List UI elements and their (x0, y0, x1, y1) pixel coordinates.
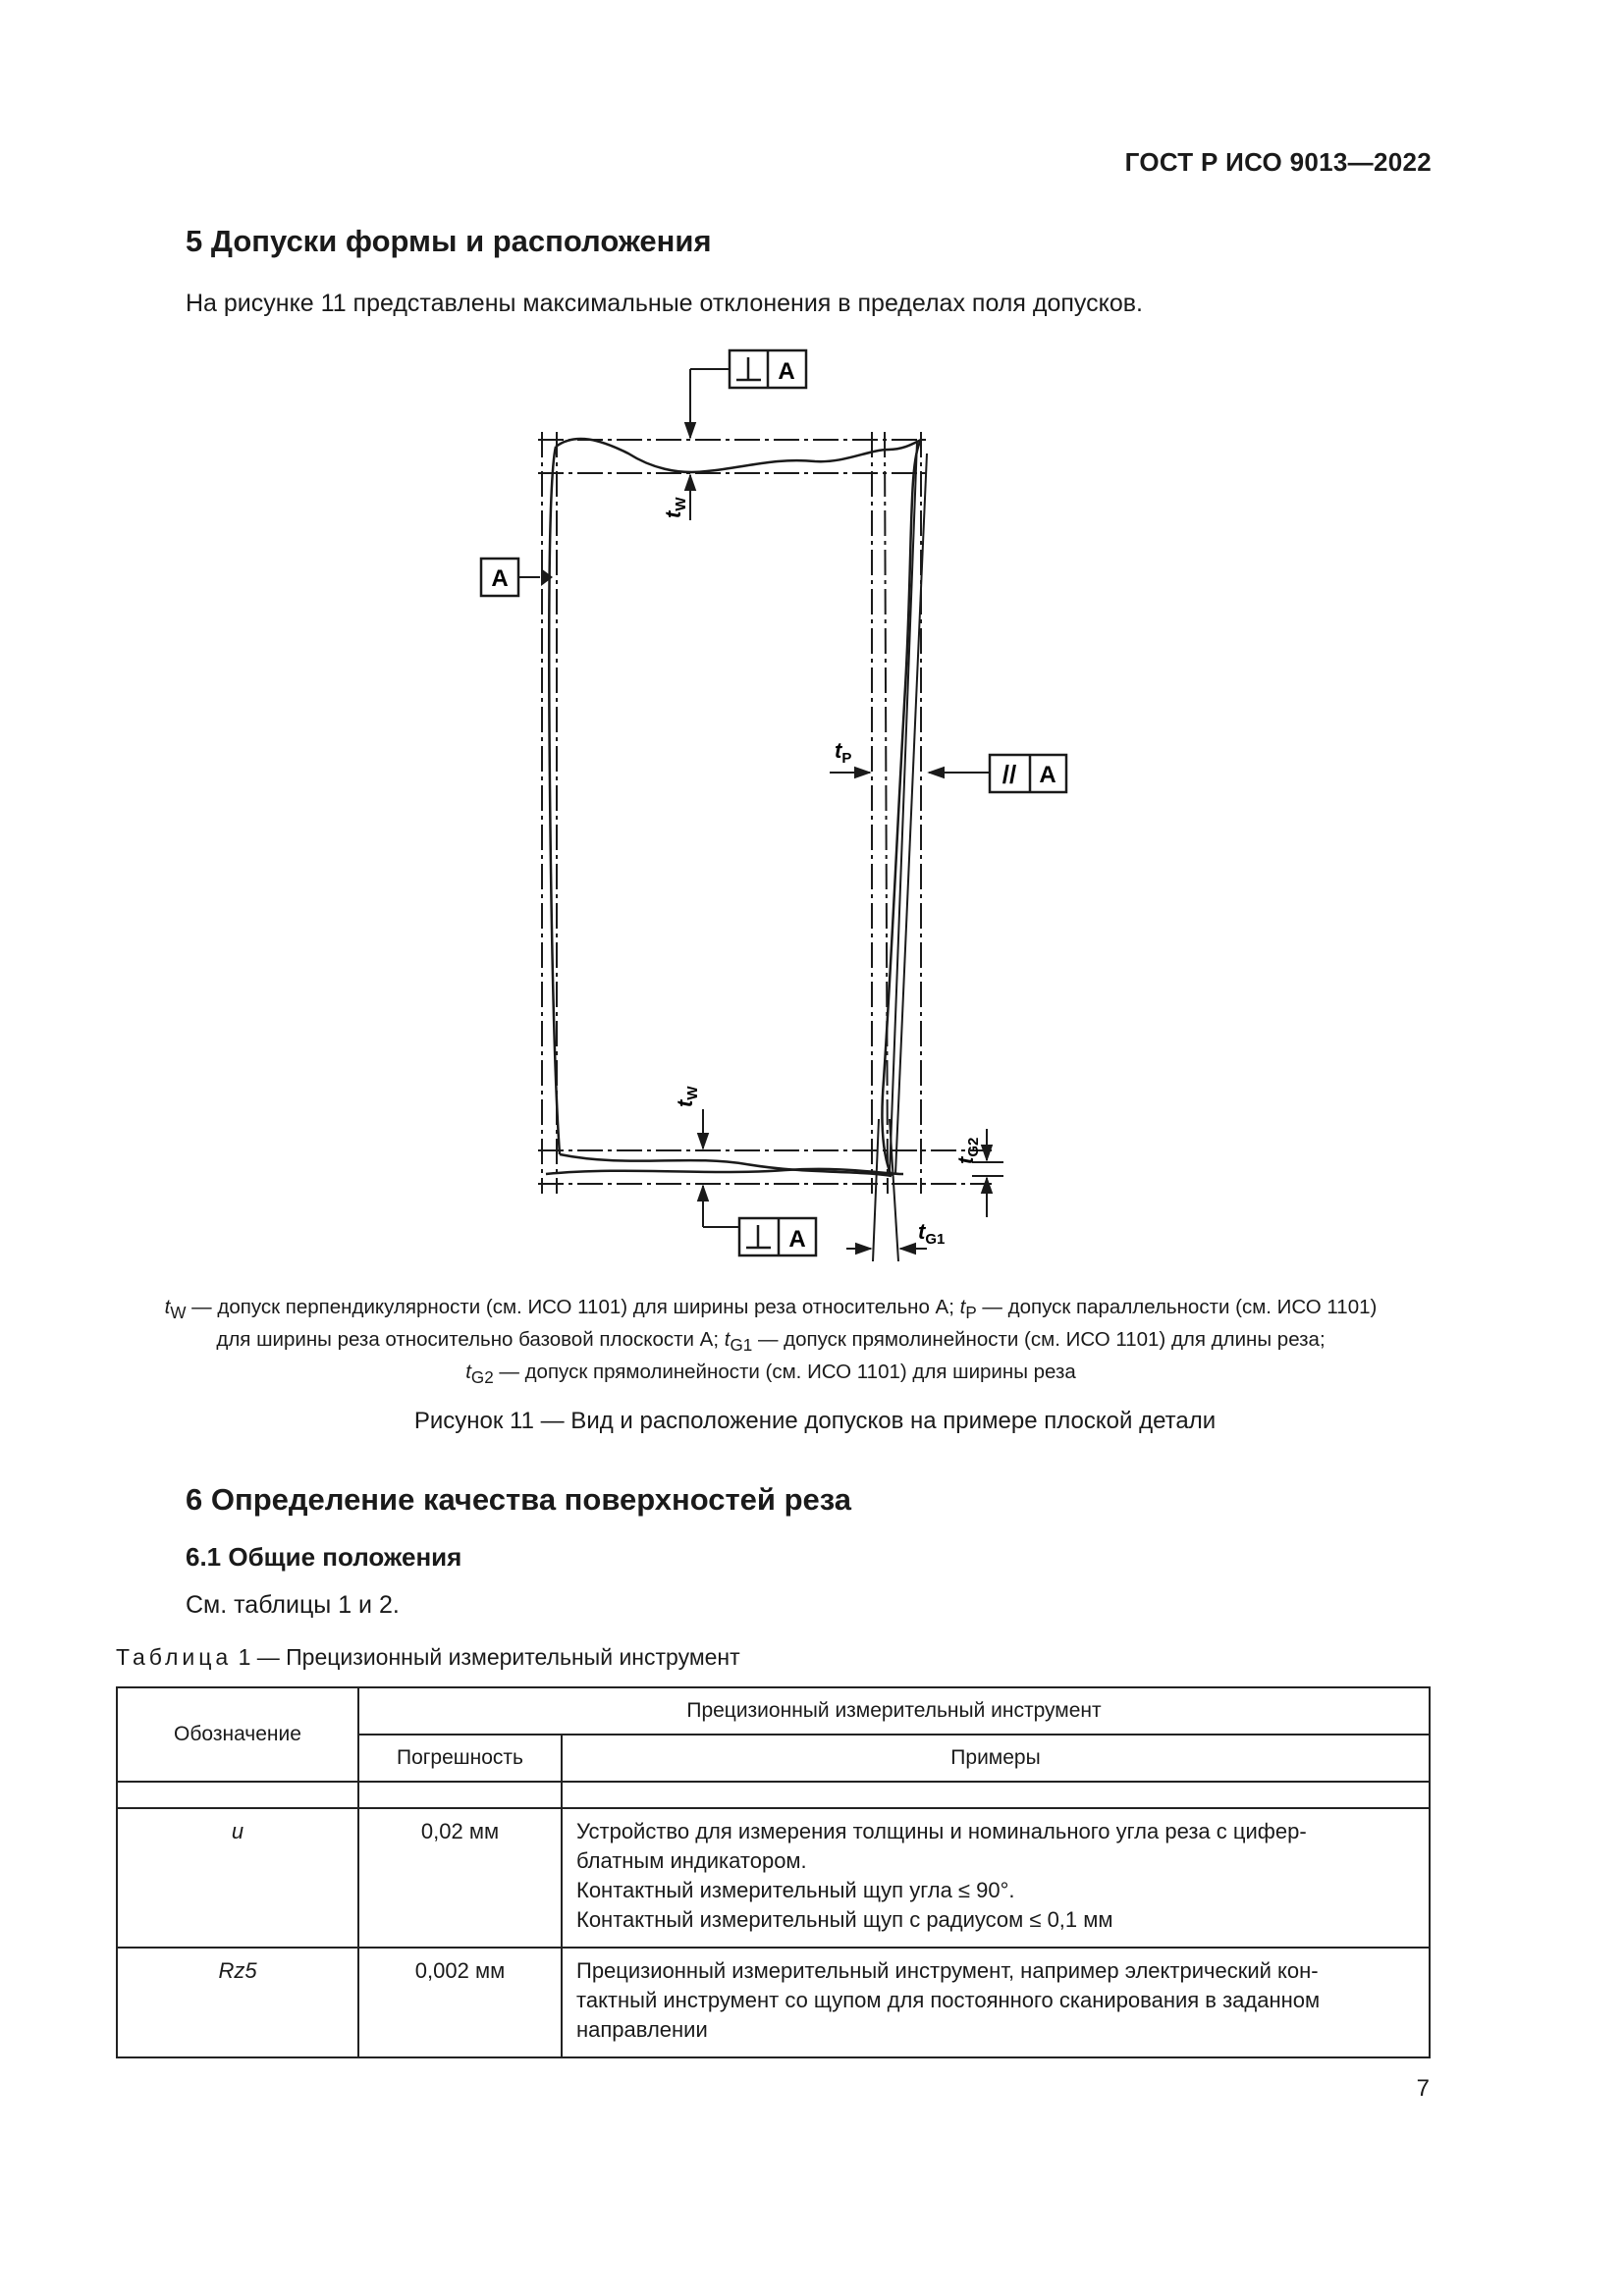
header-group: Прецизионный измерительный инструмент (358, 1687, 1430, 1735)
figure-caption: Рисунок 11 — Вид и расположение допусков на примере плоской детали (413, 1408, 1217, 1434)
svg-text:tW: $t_W$ (661, 497, 689, 518)
header-designation: Обозначение (117, 1687, 358, 1782)
section-6-title: 6 Определение качества поверхностей реза (186, 1482, 852, 1517)
cell-accuracy: 0,02 мм (358, 1808, 562, 1948)
parallelism-symbol: // (1001, 760, 1017, 789)
section-5-intro: На рисунке 11 представлены максимальные отклонения в пределах поля допусков. (186, 290, 1143, 317)
table-1-title: Таблица 1 — Прецизионный измерительный инструмент (116, 1644, 740, 1670)
perpendicularity-symbol-bottom (746, 1225, 771, 1248)
label-tp: $t_P$ (835, 738, 852, 767)
svg-text:tW: $t_W$ (673, 1086, 701, 1107)
table-row (117, 1948, 1430, 2057)
section-5-title: 5 Допуски формы и расположения (186, 224, 712, 258)
header-accuracy: Погрешность (358, 1735, 562, 1782)
svg-text:tG2: $t_{G2}$ (953, 1137, 982, 1164)
label-tg2 (953, 1138, 982, 1164)
cell-examples: Прецизионный измерительный инструмент, например электрический кон- тактный инструмент со щупом для постоянного сканирования в заданном направлении (562, 1948, 1430, 2057)
cell-examples: Устройство для измерения толщины и номинального угла реза с цифер- блатным индикатором. Контактный измерительный щуп угла ≤ 90°. Контактный измерительный щуп с радиусом ≤ 0,1 мм (562, 1808, 1430, 1948)
label-tg1: $t_{G1}$ (918, 1219, 946, 1248)
section-6-1-title: 6.1 Общие положения (186, 1542, 462, 1572)
label-tw-top (661, 497, 689, 518)
perpendicularity-symbol-top (736, 357, 761, 380)
cell-code: u (117, 1808, 358, 1948)
table-row (117, 1808, 1430, 1948)
datum-triangle (541, 568, 553, 586)
datum-letter-parallel: A (1039, 762, 1056, 788)
part-profile (546, 439, 921, 1176)
label-tw-bottom (673, 1086, 701, 1107)
figure-legend: $t_W$ — допуск перпендикулярности (см. ИСО 1101) для ширины реза относительно А; $t_P$ — допуск параллельности (см. ИСО 1101) для ширины реза относительно базовой плоскости А; $t_{G1}$ — допуск прямолинейности (см. ИСО 1101) для длины реза; $t_{G2}$ — допуск прямолинейности (см. ИСО 1101) для ширины реза (164, 1296, 1378, 1388)
header-examples: Примеры (562, 1735, 1430, 1782)
datum-letter-bottom: A (788, 1226, 806, 1253)
document-code: ГОСТ Р ИСО 9013—2022 (1124, 147, 1432, 177)
datum-letter-top: A (778, 358, 795, 385)
cell-accuracy: 0,002 мм (358, 1948, 562, 2057)
page-number: 7 (1416, 2075, 1430, 2102)
datum-letter-a: A (491, 565, 509, 592)
section-6-1-text: См. таблицы 1 и 2. (186, 1591, 400, 1619)
cell-code: Rz5 (117, 1948, 358, 2057)
table-1 (116, 1686, 1431, 2058)
